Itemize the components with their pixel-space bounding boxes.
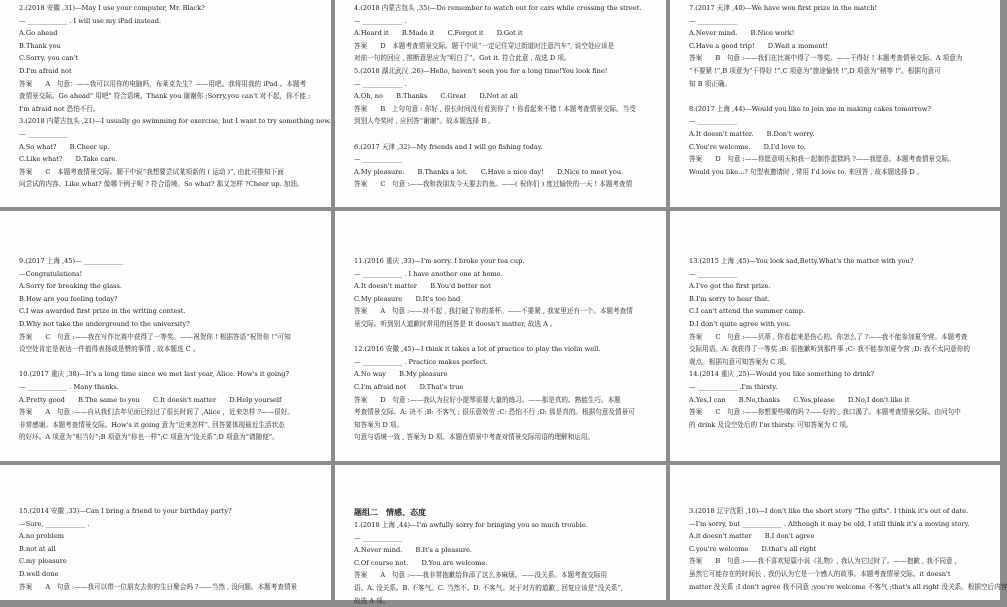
text-line: 交际用语。A: 我获得了一等奖 ;B: 很抱歉听到那件事 ;C: 我不能参加夏令营 ;D: 我不太同意你的: [689, 345, 970, 354]
text-line: 故选 A 项。: [354, 596, 390, 605]
text-line: —I'm sorry, but ____________ . Although it may be old, I still think it's a moving story.: [689, 519, 970, 528]
text-line: A.Heard it B.Made it C.Forgot it D.Got it: [354, 29, 523, 38]
text-line: 考查情景交际。A: 决不 ;B: 不客气 ; 很乐意效劳 ;C: 恐怕不行 ;D: 那是真的。根据句意及情景可: [354, 408, 635, 417]
text-line: C.I'm afraid not D.That's true: [354, 382, 464, 391]
text-line: A.Oh, no B.Thanks C.Great D.Not at all: [354, 92, 518, 101]
text-line: C.You're welcome. D.I'd love to.: [689, 142, 806, 151]
text-line: 4.(2018 内蒙古包头 ,35)—Do remember to watch out for cars while crossing the street.: [354, 4, 642, 12]
text-line: C.you're welcome D.that's all right: [689, 544, 817, 553]
page-6: [670, 211, 1000, 461]
text-line: B.How are you feeling today?: [19, 294, 118, 303]
text-line: 10.(2017 重庆 ,38)—It's a long time since we met last year, Alice. How's it going?: [19, 370, 289, 379]
text-line: D.I'm afraid not: [19, 66, 72, 75]
text-line: C.my pleasure: [19, 557, 67, 566]
text-line: 答案 C 句意 :——你想要些喝的吗 ?——好的 , 我口渴了。本题考查情景交际。由问句中: [689, 408, 961, 417]
text-line: C.Sorry, you can't: [19, 54, 79, 63]
text-line: 6.(2017 天津 ,32)—My friends and I will go fishing today.: [354, 142, 543, 151]
text-line: A.it doesn't matter B.I don't agree: [689, 532, 815, 541]
text-line: 答案 C 本题考查情景交际。题干中说“我想要尝试某项新的 ( 运动 )”, 由此可推知下面: [19, 167, 284, 176]
text-line: 13.(2015 上海 ,45)—You look sad,Betty.What's the matter with you?: [689, 257, 914, 265]
text-line: — ____________: [19, 129, 68, 138]
text-line: 答案 A 句意 :——自从我们去年见面已经过了很长时间了 ,Alice ，近来怎样 ?——很好。: [19, 408, 294, 417]
text-line: 9.(2017 上海 ,45)— ____________: [19, 257, 124, 265]
page-text: [19, 255, 317, 444]
text-line: 知 B 项正确。: [689, 79, 732, 88]
text-line: A.Never mind. B.Nice work!: [689, 29, 795, 38]
text-line: 8.(2017 上海 ,44)—Would you like to join me in making cakes tomorrow?: [689, 104, 931, 113]
text-line: C.Of course not. D.You are welcome.: [354, 558, 488, 567]
text-line: — ____________ . Many thanks.: [19, 382, 119, 391]
text-line: 答案 B 句意 :——我们在比赛中得了一等奖。——干得好 ! 本题考查情景交际。A 项意为: [689, 54, 963, 63]
text-line: [354, 128, 652, 141]
text-line: 12.(2016 安徽 ,45)—I think it takes a lot of practice to play the violin well.: [354, 345, 601, 354]
page-9: [670, 465, 1007, 600]
text-line: — ____________ .: [354, 79, 407, 88]
text-line: 答案 A 句意 :——我可以带一位朋友去你的生日聚会吗 ?——当然 , 没问题。本题考查情景: [19, 582, 298, 591]
text-line: 观点。根据句意可知答案为 C 项。: [689, 357, 791, 366]
text-line: 问尝试的内容。Like what? 像哪个例子呢 ? 符合语境。So what? 那又怎样 ?Cheer up. 加油。: [19, 180, 304, 189]
text-line: 设空处肯定是表达一件值得表扬或是赞的事情 , 故本题选 C 。: [19, 345, 200, 354]
page-4: [0, 211, 331, 461]
page-text: [19, 2, 332, 191]
text-line: — ____________: [354, 533, 403, 542]
text-line: — ____________: [689, 117, 738, 126]
text-line: A.So what? B.Cheer up.: [19, 142, 110, 151]
text-line: [689, 90, 986, 103]
text-line: 答案 D 句意 :——我认为拉好小提琴需要大量的练习。——那是真的。熟能生巧。本题: [354, 395, 621, 404]
text-line: — ____________: [689, 269, 738, 278]
text-line: 的好坏。A 项意为“相当好”;B 项意为“你也一样”;C 项意为“没关系”;D 项意为“请随便”。: [19, 433, 279, 442]
text-line: A.Pretty good B.The same to you C.It doesn't matter D.Help yourself: [19, 395, 282, 404]
text-line: — ____________ . I will use my iPad instead.: [19, 16, 162, 25]
text-line: 2.(2018 安徽 ,31)—May I use your computer, Mr. Black?: [19, 4, 205, 12]
text-line: B.I'm sorry to hear that.: [689, 294, 770, 303]
text-line: 答案 A 句意 :——对不起 , 我打破了你的茶杯。——不要紧 , 我家里还有一个。本题考查情: [354, 307, 633, 316]
text-line: 答案 C 句意 :——我在写作比赛中获得了一等奖。——祝贺你 ! 根据答语“祝贺你 !”可知: [19, 332, 291, 341]
text-line: 对前一句的回应 , 推断意思应为“明白了”。Got it. 符合此意 , 故选 D 项。: [354, 54, 571, 63]
page-text: [689, 505, 1007, 593]
text-line: A.It doesn't matter. B.Don't worry.: [689, 129, 815, 138]
text-line: A.My pleasure. B.Thanks a lot. C.Have a nice day! D.Nice to meet you.: [354, 167, 624, 176]
text-line: A.It doesn't matter B.You'd better not: [354, 282, 491, 291]
text-line: A.I've got the first prize.: [689, 282, 771, 291]
text-line: 非常感谢。本题考查情景交际。How's it going 意为“近来怎样”, 回答要体现最近生活状态: [19, 420, 285, 429]
text-line: A.Sorry for breaking the glass.: [19, 282, 123, 291]
page-text: [19, 505, 317, 593]
text-line: 答案 C 句意 :——贝蒂 , 你看起来是伤心的。你怎么了 ?——我不能参加夏令营。本题考查: [689, 332, 968, 341]
text-line: — ____________ . Practice makes perfect.: [354, 357, 488, 366]
page-7: [0, 465, 331, 600]
text-line: “不要紧 !”,B 项意为“干得好 !”,C 项意为“旅途愉快 !”,D 项意为“稍等 !”。根据句意可: [689, 66, 941, 75]
text-line: 语。A. 没关系。B. 不客气。C. 当然不。D. 不客气。对于对方的道歉 , 回复应该是“没关系”,: [354, 583, 623, 592]
text-line: C.I can't attend the summer camp.: [689, 307, 806, 316]
text-line: A.no problem: [19, 532, 64, 541]
text-line: Would you like...? 句型表邀请时 , 常用 I'd love to. 来回答 , 故本题选择 D 。: [689, 167, 924, 176]
text-line: — ____________: [354, 155, 403, 164]
page-1: [0, 0, 331, 207]
text-line: 1.(2018 上海 ,44)—I'm awfully sorry for bringing you so much trouble.: [354, 521, 588, 529]
text-line: 答案 D 本题考查情景交际。题干中说“一定记住穿过街道时注意汽车”, 说空处应该是: [354, 41, 615, 50]
text-line: matter 没关系 ;I don't agree 我不同意 ;you're welcome 不客气 ;that's all right 没关系。根据空后内容: [689, 582, 1007, 591]
text-line: 5.(2018 湖北武汉 ,26)—Hello, haven't seen you for a long time!You look fine!: [354, 66, 608, 75]
page-text: [354, 255, 652, 444]
text-line: A.Go ahead: [19, 29, 58, 38]
text-line: 14.(2014 重庆 ,25)—Would you like something to drink?: [689, 370, 875, 379]
text-line: A.Yes,I can B.No,thanks C.Yes,please D.No,I don't like it: [689, 395, 910, 404]
text-line: 到别人夸奖时 , 应回答“谢谢”。故本题选择 B 。: [354, 117, 495, 126]
text-line: D.well done: [19, 569, 59, 578]
text-line: — ____________ .I'm thirsty.: [689, 382, 778, 391]
text-line: 答案 C 句意 :——我和我朋友今天要去钓鱼。——( 祝你们 ) 度过愉快的一天 ! 本题考查情: [354, 180, 633, 189]
text-line: 15.(2014 安徽 ,33)—Can I bring a friend to your birthday party?: [19, 507, 232, 515]
text-line: 答案 B 上句句意 : 你好 , 很长时间没有看到你了 ! 你看起来不错 ! 本题考查情景交际。当受: [354, 104, 636, 113]
text-line: — ____________: [689, 16, 738, 25]
text-line: 句意与语境一致 , 答案为 D 项。本题在情景中考查对情景交际用语的理解和运用。: [354, 433, 594, 442]
text-line: A.No way B.My pleasure: [354, 370, 448, 379]
page-text: [689, 2, 986, 178]
page-text: [354, 2, 652, 191]
text-line: — ____________ .: [354, 16, 407, 25]
text-line: A.Never mind. B.It's a pleasure.: [354, 546, 472, 555]
page-text: [689, 255, 986, 431]
text-line: D.Why not take the underground to the university?: [19, 319, 190, 328]
section-heading: 题组二 情感、态度: [354, 507, 426, 517]
text-line: B.not at all: [19, 544, 56, 553]
page-8: [335, 465, 666, 605]
text-line: 答案 A 句意：——我可以用你的电脑吗，布莱克先生？——用吧。我将用我的 iPad 。本题考: [19, 79, 307, 88]
text-line: 3.(2018 辽宁沈阳 ,10)—I don't like the short story "The gifts". I think it's out of date.: [689, 507, 969, 515]
text-line: 景交际。听到别人道歉时常用的回答是 It doesn't matter, 故选 A 。: [354, 319, 557, 328]
text-line: 11.(2016 重庆 ,33)—I'm sorry. I broke your tea cup.: [354, 257, 525, 265]
text-line: B.Thank you: [19, 41, 61, 50]
text-line: [354, 331, 652, 344]
text-line: C.My pleasure D.It's too bad: [354, 294, 461, 303]
text-line: 的 drink 及设空处后的 I'm thirsty. 可知答案为 C 项。: [689, 420, 853, 429]
text-line: 3.(2018 内蒙古包头 ,21)—I usually go swimming for exercise, but I want to try something new.: [19, 117, 332, 126]
text-line: —Congratulations!: [19, 269, 83, 278]
text-line: 答案 D 句意 :——你愿意明天和我一起制作蛋糕吗 ?——我愿意。本题考查情景交际。: [689, 155, 955, 164]
text-line: 答案 B 句意 :——我不喜欢短篇小说《礼物》, 我认为它过时了。——抱歉 , 我不同意 ,: [689, 557, 957, 566]
text-line: C.I was awarded first prize in the writing contest.: [19, 307, 186, 316]
text-line: 查情景交际。Go ahead" 用吧" 符合语境。Thank you 谢谢你 ;Sorry,you can't 对不起，你不能 ;: [19, 92, 311, 101]
text-line: D.I don't quite agree with you.: [689, 319, 792, 328]
page-3: [670, 0, 1000, 207]
text-line: [19, 356, 317, 369]
page-5: [335, 211, 666, 461]
page-2: [335, 0, 666, 207]
text-line: 虽然它可能存在的时间长 , 我仍认为它是一个感人的故事。本题考查情景交际。it doesn't: [689, 569, 951, 578]
page-text: [354, 505, 652, 607]
text-line: C.Like what? D.Take care.: [19, 155, 118, 164]
text-line: — ____________ . I have another one at home.: [354, 269, 503, 278]
text-line: I'm afraid not 恐怕不行。: [19, 104, 100, 113]
text-line: 知答案为 D 项。: [354, 420, 404, 429]
text-line: C.Have a good trip! D.Wait a moment!: [689, 41, 828, 50]
text-line: 7.(2017 天津 ,40)—We have won first prize in the match!: [689, 4, 878, 12]
text-line: —Sure, ____________ .: [19, 519, 90, 528]
text-line: 答案 A 句意 :——我非常抱歉给你添了这么多麻烦。——没关系。本题考查交际用: [354, 571, 608, 580]
